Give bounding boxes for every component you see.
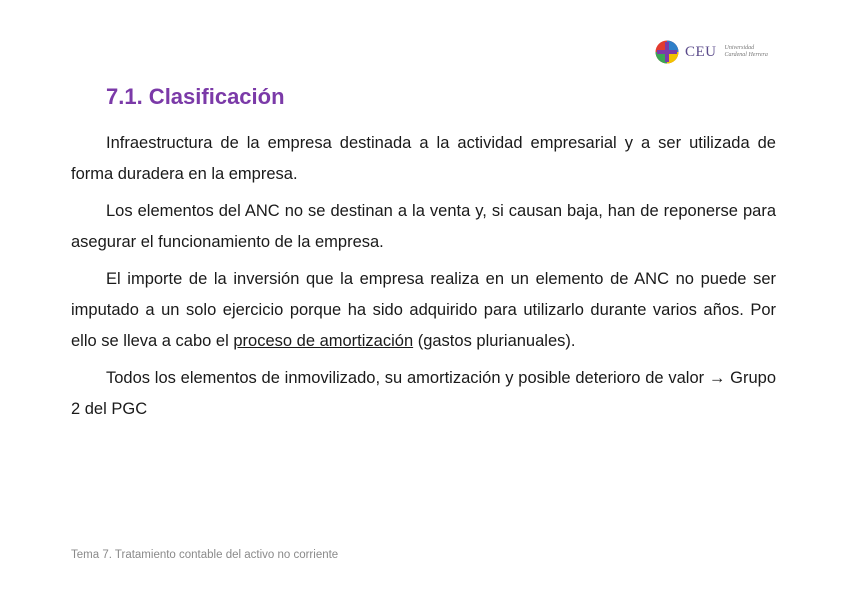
paragraph-amortization-text: El importe de la inversión que la empresa realiza en un elemento de ANC no puede ser imputado a un solo ejercicio porque ha sido adquirido para utilizarlo durante varios años. Por ello se lleva a cabo el: [71, 270, 776, 350]
paragraph-replacement: Los elementos del ANC no se destinan a la venta y, si causan baja, han de reponerse para asegurar el funcionamiento de la empresa.: [71, 202, 776, 251]
logo-subtitle-line1: Universidad: [724, 45, 755, 51]
logo-subtitle: [725, 45, 768, 59]
paragraph-definition: Infraestructura de la empresa destinada a la actividad empresarial y a ser utilizada de forma duradera en la empresa.: [71, 134, 776, 183]
slide-body: [71, 128, 776, 431]
slide-title: 7.1. Clasificación: [106, 84, 285, 109]
logo-subtitle-line2: Cardenal Herrera: [724, 52, 768, 58]
ceu-cross-emblem-icon: [655, 40, 679, 64]
paragraph-pgc-group: Todos los elementos de inmovilizado, su amortización y posible deterioro de valor → Grupo 2 del PGC: [71, 369, 776, 418]
logo-text: CEU: [685, 43, 717, 60]
amortization-process-term: proceso de amortización: [233, 332, 414, 350]
slide-footer: Tema 7. Tratamiento contable del activo no corriente: [71, 549, 339, 561]
paragraph-amortization: [71, 264, 776, 357]
ceu-logo: [655, 39, 768, 65]
paragraph-amortization-end: (gastos plurianuales).: [413, 332, 576, 350]
